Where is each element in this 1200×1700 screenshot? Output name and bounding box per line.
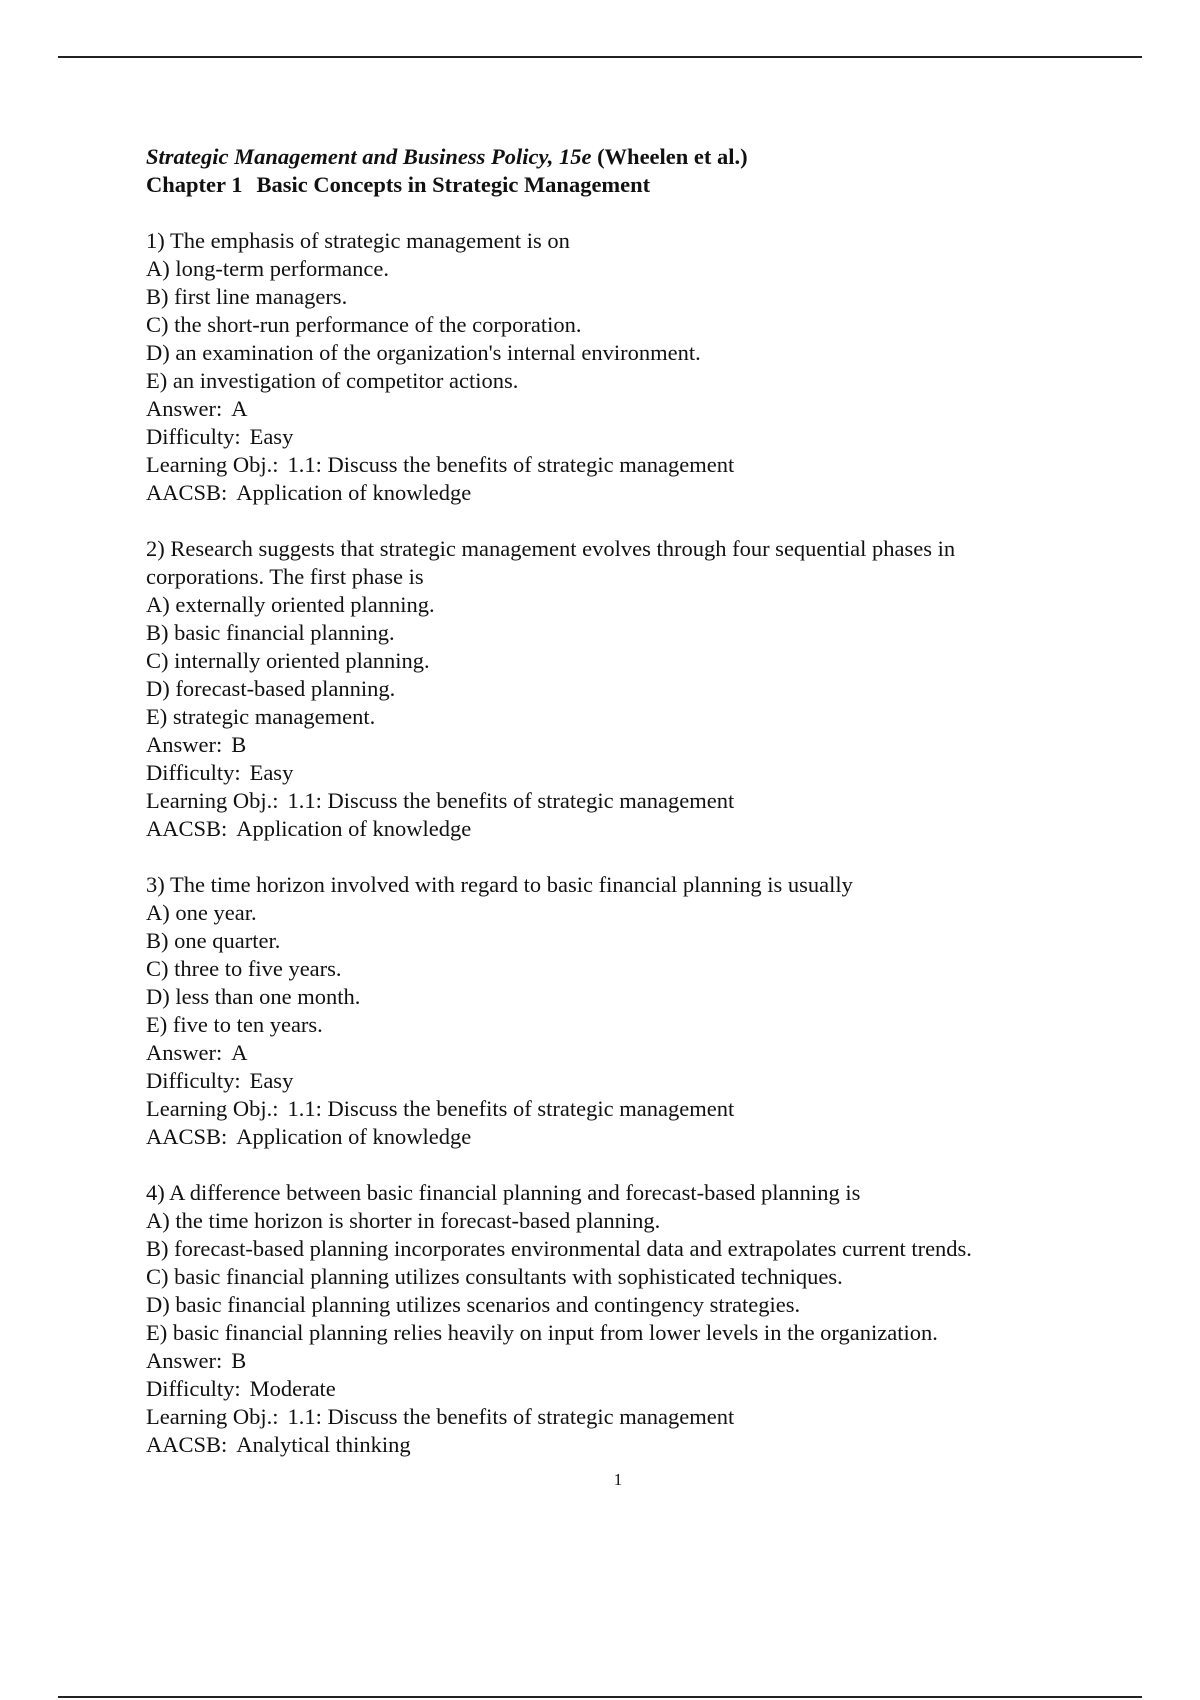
chapter-heading <box>146 171 1066 199</box>
aacsb-value: Analytical thinking <box>236 1432 411 1457</box>
option-c: C) three to five years. <box>146 956 342 981</box>
option-c: C) basic financial planning utilizes consultants with sophisticated techniques. <box>146 1264 843 1289</box>
learning-obj-line <box>146 451 1066 479</box>
answer-line <box>146 395 1066 423</box>
option-e: E) basic financial planning relies heavily on input from lower levels in the organization. <box>146 1320 938 1345</box>
option-e: E) an investigation of competitor actions. <box>146 368 519 393</box>
aacsb-line <box>146 479 1066 507</box>
option-b: B) basic financial planning. <box>146 620 395 645</box>
question-stem: 1) The emphasis of strategic management is on <box>146 228 570 253</box>
question-2 <box>146 535 1066 843</box>
learning-obj-value: 1.1: Discuss the benefits of strategic management <box>287 452 735 477</box>
aacsb-line <box>146 1123 1066 1151</box>
option-b: B) first line managers. <box>146 284 348 309</box>
book-authors: (Wheelen et al.) <box>597 144 748 169</box>
difficulty-line <box>146 759 1066 787</box>
option-d: D) basic financial planning utilizes scenarios and contingency strategies. <box>146 1292 801 1317</box>
difficulty-value: Easy <box>249 760 294 785</box>
aacsb-label: AACSB: <box>146 1432 228 1457</box>
document-page <box>146 143 1066 1459</box>
answer-value: B <box>231 732 247 757</box>
difficulty-label: Difficulty: <box>146 424 241 449</box>
answer-value: A <box>231 396 248 421</box>
question-3 <box>146 871 1066 1151</box>
option-c: C) internally oriented planning. <box>146 648 430 673</box>
answer-label: Answer: <box>146 396 223 421</box>
page-number: 1 <box>613 1470 623 1489</box>
top-rule <box>58 56 1142 58</box>
option-d: D) an examination of the organization's internal environment. <box>146 340 701 365</box>
option-d: D) forecast-based planning. <box>146 676 396 701</box>
aacsb-label: AACSB: <box>146 816 228 841</box>
answer-label: Answer: <box>146 732 223 757</box>
question-1 <box>146 227 1066 507</box>
difficulty-line <box>146 423 1066 451</box>
option-a: A) long-term performance. <box>146 256 390 281</box>
bottom-rule <box>58 1696 1142 1698</box>
option-e: E) strategic management. <box>146 704 376 729</box>
option-a: A) externally oriented planning. <box>146 592 435 617</box>
aacsb-line <box>146 1431 1066 1459</box>
question-stem: 3) The time horizon involved with regard to basic financial planning is usually <box>146 872 853 897</box>
difficulty-line <box>146 1375 1066 1403</box>
option-d: D) less than one month. <box>146 984 361 1009</box>
question-stem: 2) Research suggests that strategic management evolves through four sequential phases in corporations. The first phase is <box>146 536 961 589</box>
difficulty-value: Easy <box>249 424 294 449</box>
answer-line <box>146 731 1066 759</box>
learning-obj-value: 1.1: Discuss the benefits of strategic management <box>287 788 735 813</box>
option-a: A) one year. <box>146 900 257 925</box>
learning-obj-line <box>146 1403 1066 1431</box>
option-e: E) five to ten years. <box>146 1012 323 1037</box>
answer-label: Answer: <box>146 1040 223 1065</box>
option-b: B) forecast-based planning incorporates environmental data and extrapolates current trends. <box>146 1236 972 1261</box>
aacsb-value: Application of knowledge <box>236 1124 472 1149</box>
answer-line <box>146 1347 1066 1375</box>
question-stem: 4) A difference between basic financial planning and forecast-based planning is <box>146 1180 861 1205</box>
aacsb-label: AACSB: <box>146 480 228 505</box>
aacsb-label: AACSB: <box>146 1124 228 1149</box>
learning-obj-line <box>146 787 1066 815</box>
learning-obj-label: Learning Obj.: <box>146 1404 279 1429</box>
aacsb-value: Application of knowledge <box>236 816 472 841</box>
aacsb-line <box>146 815 1066 843</box>
learning-obj-value: 1.1: Discuss the benefits of strategic management <box>287 1096 735 1121</box>
difficulty-value: Easy <box>249 1068 294 1093</box>
aacsb-value: Application of knowledge <box>236 480 472 505</box>
difficulty-label: Difficulty: <box>146 1376 241 1401</box>
option-b: B) one quarter. <box>146 928 281 953</box>
option-a: A) the time horizon is shorter in forecast-based planning. <box>146 1208 661 1233</box>
answer-value: A <box>231 1040 248 1065</box>
difficulty-label: Difficulty: <box>146 760 241 785</box>
difficulty-label: Difficulty: <box>146 1068 241 1093</box>
learning-obj-label: Learning Obj.: <box>146 1096 279 1121</box>
question-4 <box>146 1179 1066 1459</box>
difficulty-value: Moderate <box>249 1376 336 1401</box>
learning-obj-line <box>146 1095 1066 1123</box>
chapter-number: Chapter 1 <box>146 172 243 197</box>
chapter-title: Basic Concepts in Strategic Management <box>256 172 651 197</box>
learning-obj-label: Learning Obj.: <box>146 452 279 477</box>
option-c: C) the short-run performance of the corporation. <box>146 312 582 337</box>
difficulty-line <box>146 1067 1066 1095</box>
learning-obj-value: 1.1: Discuss the benefits of strategic management <box>287 1404 735 1429</box>
learning-obj-label: Learning Obj.: <box>146 788 279 813</box>
book-title-line <box>146 143 1066 171</box>
answer-value: B <box>231 1348 247 1373</box>
answer-label: Answer: <box>146 1348 223 1373</box>
answer-line <box>146 1039 1066 1067</box>
book-title: Strategic Management and Business Policy, 15e <box>146 144 592 169</box>
